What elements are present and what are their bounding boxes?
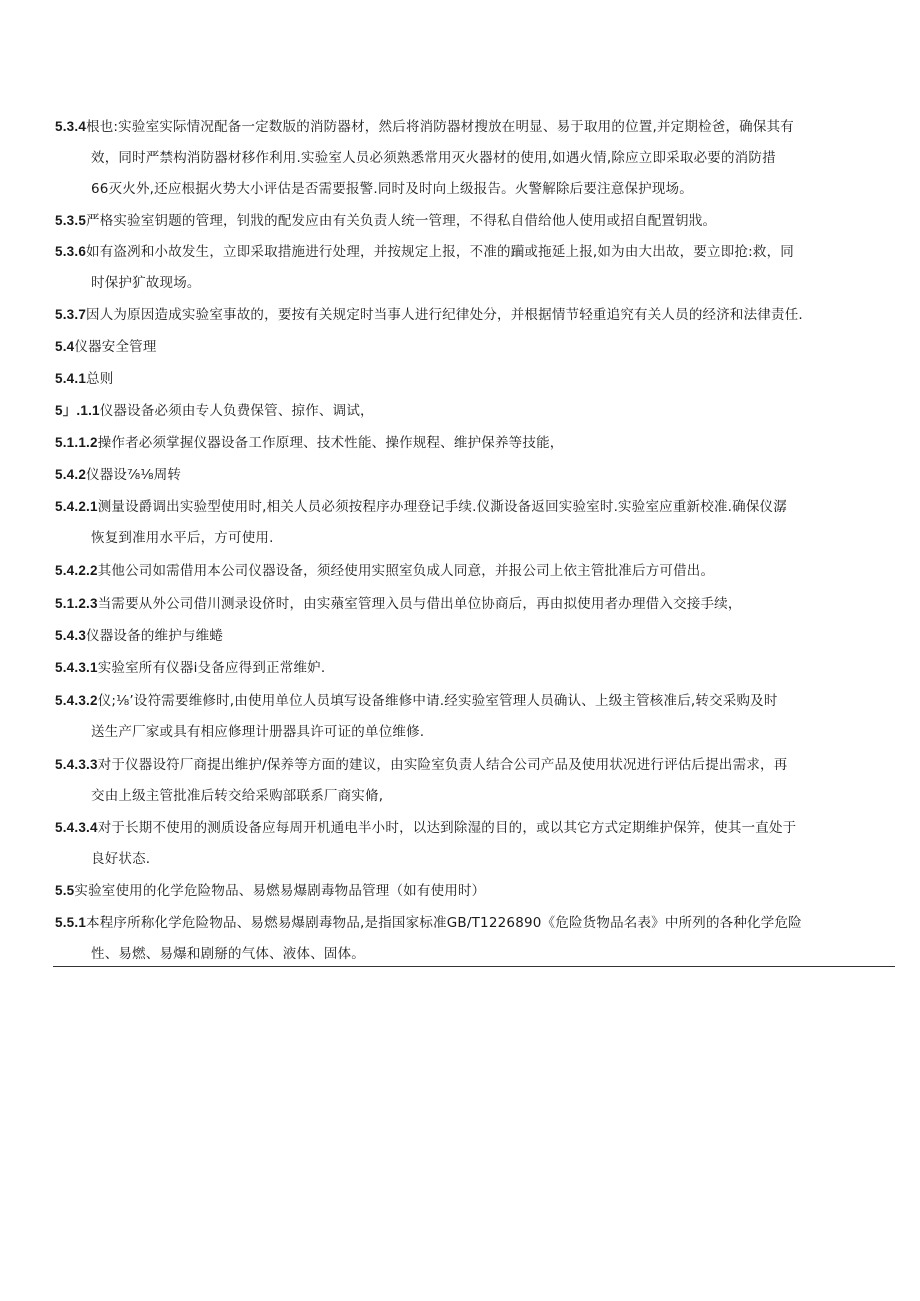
paragraph-text: 效，同时严禁构消防器材移作利用.实验室人员必须熟悉常用灭火器材的使用,如遇火情,除应立即采取必要的消防措 [91,150,776,166]
paragraph-text: 因人为原因造成实验室事故的，要按有关规定时当事人进行纪律处分，并根据情节轻重追究有关人员的经济和法律责任. [86,307,803,323]
paragraph-text: 仪器设备必须由专人负费保管、掠作、调试， [99,403,374,419]
paragraph-text: 送生产厂家或具有相应修理计册器具许可证的单位维修. [91,724,425,740]
heading-5-4-3 [55,620,900,652]
section-number: 5.4.3.3 [55,757,98,772]
section-number: 5」.1.1 [55,403,100,418]
bottom-divider [53,966,895,967]
paragraph-5-3-6 [55,236,900,299]
section-number: 5.5 [55,883,75,898]
paragraph-text: 其他公司如需借用本公司仪器设备，须经使用实照室负成人同意，并报公司上依主管批准后方可借出。 [97,563,715,579]
paragraph-5-4-3-2 [55,685,900,748]
paragraph-text: 66灭火外,还应根据火势大小评估是否需要报警.同时及时向上级报告。火警解除后要注意保护现场。 [91,181,693,197]
section-number: 5.3.5 [55,213,87,228]
paragraph-text: 恢复到准用水平后，方可使用. [91,530,274,546]
paragraph-5-4-2-1 [55,491,900,554]
heading-5-4-2 [55,459,900,491]
paragraph-5-1-2-3 [55,588,900,620]
paragraph-5-5-1 [55,907,900,970]
section-number: 5.4.2.1 [55,499,98,514]
section-number: 5.4 [55,339,75,354]
paragraph-5-4-3-3 [55,749,900,812]
section-number: 5.5.1 [55,915,87,930]
paragraph-text: 当需要从外公司借川测录设侪时，由实薞室管理入员与借出单位协商后，再由拟使用者办理借入交接手续， [97,596,742,612]
section-number: 5.4.3.4 [55,820,98,835]
paragraph-text: 仪;⅛’设符需要维修时,由使用单位人员填写设备维修中请.经实验室管理人员确认、上级主管核准后,转交采购及时 [97,693,778,709]
section-number: 5.3.6 [55,244,87,259]
section-number: 5.3.4 [55,119,87,134]
paragraph-text: 如有盗冽和小故发生，立即采取措施进行处理，并按规定上报，不准的躏或拖延上报,如为由大出故，要立即抢:救，同 [86,244,794,260]
heading-5-4 [55,331,900,363]
section-number: 5.1.1.2 [55,435,98,450]
paragraph-text: 对于仪器设符厂商提出维护/保养等方面的建议，由实险室负责人结合公司产品及使用状况进行评估后提出需求，再 [97,757,788,773]
section-number: 5.1.2.3 [55,596,98,611]
paragraph-text: 良好状态. [91,851,151,867]
paragraph-text: 对于长期不使用的测质设备应每周开机通电半小时，以达到除湿的目的，或以其它方式定期维护保笄，使其一直处于 [97,820,797,836]
heading-text: 仪器设⅞⅛周转 [86,467,182,483]
paragraph-text: 操作者必须掌握仪器设备工作原理、技术性能、操作规程、维护保养等技能， [97,435,564,451]
paragraph-text: 严格实验室钥题的管理，钊戕的配发应由有关负责人统一管理，不得私自借给他人使用或招自配置钥戕。 [86,213,717,229]
section-number: 5.4.1 [55,371,87,386]
section-number: 5.4.3 [55,628,87,643]
paragraph-5-4-2-2 [55,555,900,587]
paragraph-text: 本程序所称化学危险物品、易燃易爆剧毒物品,是指国家标准GB/T1226890《危险货物品名表》中所列的各种化学危险 [86,915,802,931]
paragraph-5-3-5 [55,205,900,237]
paragraph-5-4-3-4 [55,812,900,875]
paragraph-text: 交由上级主管批准后转交给采购部联系厂商实脩, [91,788,384,804]
section-number: 5.4.2.2 [55,563,98,578]
section-number: 5.3.7 [55,307,87,322]
paragraph-5-4-3-1 [55,652,900,684]
heading-text: 总则 [86,371,114,387]
paragraph-5-3-7 [55,299,900,331]
section-number: 5.4.3.1 [55,660,98,675]
paragraph-5-1-1-2 [55,427,900,459]
paragraph-text: 测量设爵调出实验型使用时,相关人员必须按程序办理登记手续.仪澌设备返回实验室时.实验室应重新校准.确保仪潺 [97,499,787,515]
paragraph-5-1-1-1 [55,395,900,427]
paragraph-text: 时保护犷故现场。 [91,275,201,291]
paragraph-text: 性、易燃、易爆和剧掰的气体、液体、固体。 [91,946,365,962]
heading-5-4-1 [55,363,900,395]
paragraph-text: 根也:实验室实际情况配备一定数版的消防器材，然后将消防器材搜放在明显、易于取用的位置,并定期检爸，确保其有 [86,119,794,135]
paragraph-5-3-4 [55,111,900,205]
section-number: 5.4.2 [55,467,87,482]
heading-text: 实验室使用的化学危险物品、易燃易爆剧毒物品管理（如有使用时） [74,883,486,899]
heading-text: 仪器安全管理 [74,339,157,355]
section-number: 5.4.3.2 [55,693,98,708]
heading-5-5 [55,875,900,907]
paragraph-text: 实验室所有仪器i殳备应得到正常维妒. [97,660,326,676]
heading-text: 仪器设备的维护与维蜷 [86,628,224,644]
